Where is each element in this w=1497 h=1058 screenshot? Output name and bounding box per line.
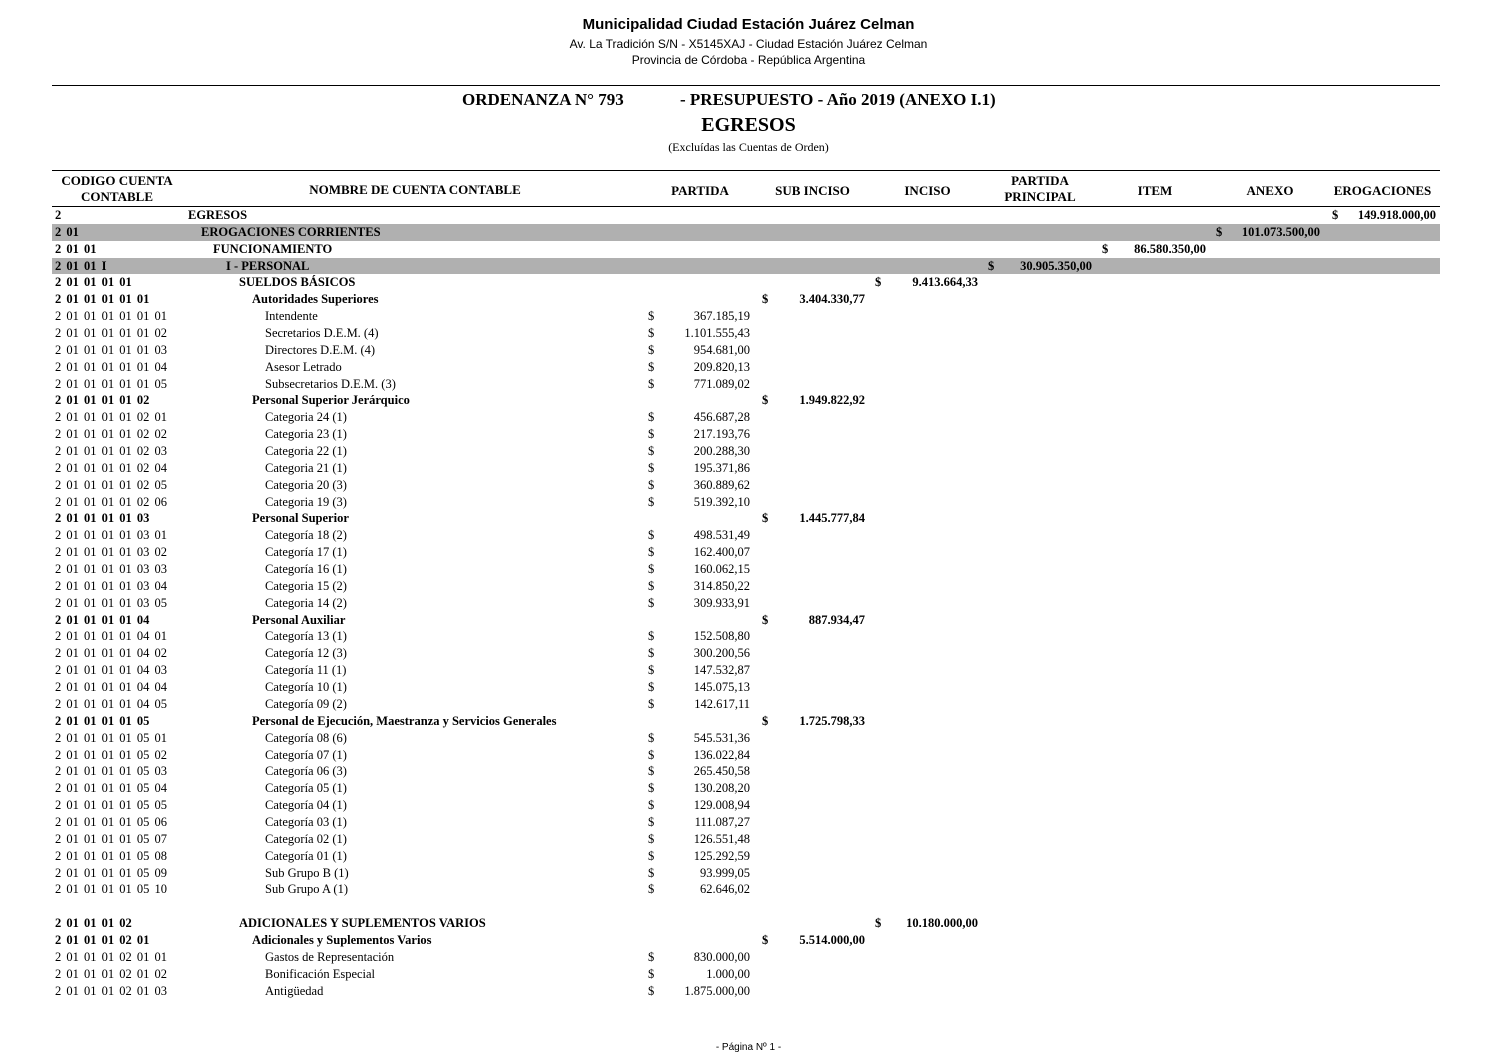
- table-row: [0, 359, 1497, 376]
- amount-partida: 1.101.555,43: [684, 326, 750, 341]
- account-code: 2 01 01 01 01 03 05: [55, 595, 167, 610]
- currency-symbol: $: [762, 933, 769, 948]
- account-code: 2 01 01 01 01 03 01: [55, 528, 167, 543]
- currency-symbol: $: [875, 916, 882, 931]
- account-name: Autoridades Superiores: [252, 292, 379, 307]
- account-name: Sub Grupo B (1): [265, 865, 349, 880]
- account-name: Categoría 03 (1): [265, 814, 347, 829]
- table-row: [52, 258, 1440, 275]
- table-row: [0, 814, 1497, 831]
- account-name: Gastos de Representación: [265, 949, 395, 964]
- table-row: [0, 831, 1497, 848]
- account-code: 2 01 01 01 01 05 03: [55, 764, 167, 779]
- currency-symbol: $: [648, 444, 655, 459]
- col-pp-line2: PRINCIPAL: [1004, 189, 1076, 204]
- account-name: Secretarios D.E.M. (4): [265, 326, 379, 341]
- amount-erogaciones: 149.918.000,00: [1357, 208, 1436, 222]
- table-row: [0, 679, 1497, 696]
- currency-symbol: $: [648, 562, 655, 577]
- account-code: 2 01 01 01 02 01 01: [55, 949, 167, 964]
- col-item: ITEM: [1137, 183, 1173, 198]
- account-code: 2 01 01 01 01 05 06: [55, 814, 167, 829]
- amount-partida: 519.392,10: [693, 494, 750, 509]
- amount-partida: 160.062,15: [693, 562, 750, 577]
- account-name: EROGACIONES CORRIENTES: [201, 224, 381, 239]
- currency-symbol: $: [988, 258, 995, 273]
- account-code: 2 01 01 01 01 02 05: [55, 477, 167, 492]
- currency-symbol: $: [648, 376, 655, 391]
- table-row: [0, 983, 1497, 1000]
- currency-symbol: $: [648, 848, 655, 863]
- account-code: 2 01 01: [55, 241, 97, 256]
- account-name: Categoría 17 (1): [265, 545, 347, 560]
- account-code: 2 01 01 01 01 04 01: [55, 629, 167, 644]
- amount-partida: 771.089,02: [693, 376, 750, 391]
- amount-partida: 136.022,84: [693, 747, 750, 762]
- amount-partida: 498.531,49: [693, 528, 750, 543]
- amount-partida: 309.933,91: [693, 595, 750, 610]
- account-name: Categoria 14 (2): [265, 595, 347, 610]
- table-row: [0, 426, 1497, 443]
- account-code: 2 01 01 01 01 04 04: [55, 680, 167, 695]
- account-name: Antigüedad: [265, 983, 324, 998]
- account-name: Categoria 24 (1): [265, 410, 347, 425]
- account-name: Categoría 02 (1): [265, 831, 347, 846]
- currency-symbol: $: [648, 730, 655, 745]
- account-code: 2 01 01 01 01 02: [55, 393, 150, 408]
- amount-partida: 200.288,30: [693, 444, 750, 459]
- account-name: EGRESOS: [188, 208, 248, 222]
- account-code: 2 01 01 01 02 01 02: [55, 966, 167, 981]
- amount-partida: 125.292,59: [693, 848, 750, 863]
- table-row: [0, 342, 1497, 359]
- account-name: Personal de Ejecución, Maestranza y Servicios Generales: [252, 713, 557, 728]
- account-name: Adicionales y Suplementos Varios: [252, 933, 432, 948]
- account-table: [0, 207, 1497, 1000]
- table-row: [0, 848, 1497, 865]
- currency-symbol: $: [648, 342, 655, 357]
- account-name: Subsecretarios D.E.M. (3): [265, 376, 396, 391]
- table-row: [0, 561, 1497, 578]
- amount-partida: 314.850,22: [693, 578, 750, 593]
- table-row: [52, 224, 1440, 241]
- currency-symbol: $: [648, 949, 655, 964]
- account-name: ADICIONALES Y SUPLEMENTOS VARIOS: [239, 916, 486, 931]
- table-row: [0, 510, 1497, 527]
- currency-symbol: $: [762, 511, 769, 526]
- currency-symbol: $: [648, 477, 655, 492]
- table-row: [0, 477, 1497, 494]
- account-code: 2 01 01 01 01 03 02: [55, 545, 167, 560]
- col-code-line2: CONTABLE: [81, 189, 153, 204]
- currency-symbol: $: [648, 427, 655, 442]
- currency-symbol: $: [648, 747, 655, 762]
- account-name: Categoria 21 (1): [265, 460, 347, 475]
- col-code: [52, 173, 182, 205]
- amount-inciso: 9.413.664,33: [912, 275, 978, 290]
- amount-partida: 830.000,00: [693, 949, 750, 964]
- account-name: Categoría 16 (1): [265, 562, 347, 577]
- currency-symbol: $: [648, 882, 655, 897]
- currency-symbol: $: [648, 578, 655, 593]
- table-row: [0, 645, 1497, 662]
- account-name: Categoría 07 (1): [265, 747, 347, 762]
- municipality-name: Municipalidad Ciudad Estación Juárez Celman: [582, 16, 915, 33]
- account-name: Categoría 18 (2): [265, 528, 347, 543]
- currency-symbol: $: [648, 831, 655, 846]
- account-name: FUNCIONAMIENTO: [213, 241, 333, 256]
- currency-symbol: $: [648, 983, 655, 998]
- amount-partida: 265.450,58: [693, 764, 750, 779]
- currency-symbol: $: [648, 646, 655, 661]
- account-code: 2 01 01 01 01 01 02: [55, 326, 167, 341]
- account-name: Categoría 09 (2): [265, 696, 347, 711]
- amount-partida: 126.551,48: [693, 831, 750, 846]
- amount-anexo: 101.073.500,00: [1241, 224, 1320, 239]
- account-name: Categoria 19 (3): [265, 494, 347, 509]
- account-name: SUELDOS BÁSICOS: [239, 275, 356, 290]
- table-row: [0, 376, 1497, 393]
- amount-pp: 30.905.350,00: [1020, 258, 1092, 273]
- account-code: 2 01 01 01 01 05 04: [55, 781, 167, 796]
- account-name: Categoría 11 (1): [265, 663, 347, 678]
- amount-partida: 360.889,62: [693, 477, 750, 492]
- amount-sub: 1.725.798,33: [799, 713, 865, 728]
- account-code: 2 01 01 01 01 04: [55, 612, 150, 627]
- table-row: [0, 544, 1497, 561]
- municipality-province: Provincia de Córdoba - República Argentina: [631, 53, 866, 67]
- amount-partida: 111.087,27: [694, 814, 750, 829]
- col-pp-line1: PARTIDA: [1011, 173, 1069, 188]
- currency-symbol: $: [648, 309, 655, 324]
- currency-symbol: $: [875, 275, 882, 290]
- col-partida-principal: [990, 173, 1090, 205]
- amount-partida: 195.371,86: [693, 460, 750, 475]
- account-name: Categoría 13 (1): [265, 629, 347, 644]
- account-code: 2 01 01 01 01 05 09: [55, 865, 167, 880]
- currency-symbol: $: [648, 528, 655, 543]
- table-row: [0, 241, 1497, 258]
- account-code: 2 01 01 01 01 03 03: [55, 562, 167, 577]
- col-erogaciones: EROGACIONES: [1333, 183, 1432, 198]
- table-row: [0, 443, 1497, 460]
- account-name: Categoría 08 (6): [265, 730, 347, 745]
- account-code: 2 01 01 01 01 02 04: [55, 460, 167, 475]
- account-code: 2 01 01 01 02 01 03: [55, 983, 167, 998]
- col-code-line1: CODIGO CUENTA: [61, 173, 173, 188]
- account-name: Categoria 20 (3): [265, 477, 347, 492]
- account-name: Personal Superior Jerárquico: [252, 393, 410, 408]
- table-row: [0, 494, 1497, 511]
- table-spacer: [0, 898, 1497, 915]
- table-row: [0, 713, 1497, 730]
- account-code: 2 01 01 01 01 02 01: [55, 410, 167, 425]
- table-row: [0, 527, 1497, 544]
- amount-partida: 456.687,28: [693, 410, 750, 425]
- account-code: 2 01 01 01 01 03: [55, 511, 150, 526]
- account-code: 2 01 01 01 01 02 03: [55, 444, 167, 459]
- amount-partida: 545.531,36: [693, 730, 750, 745]
- account-code: 2 01 01 01 01: [55, 275, 132, 290]
- currency-symbol: $: [648, 326, 655, 341]
- amount-partida: 1.000,00: [706, 966, 750, 981]
- amount-partida: 130.208,20: [693, 781, 750, 796]
- account-name: Sub Grupo A (1): [265, 882, 348, 897]
- amount-partida: 93.999,05: [700, 865, 750, 880]
- amount-sub: 887.934,47: [808, 612, 865, 627]
- account-code: 2 01 01 01 01 02 06: [55, 494, 167, 509]
- ordinance-number: ORDENANZA N° 793: [462, 90, 624, 109]
- currency-symbol: $: [648, 865, 655, 880]
- table-row: [0, 409, 1497, 426]
- account-code: 2 01 01 01 01 04 05: [55, 696, 167, 711]
- account-name: Categoría 01 (1): [265, 848, 347, 863]
- currency-symbol: $: [1332, 208, 1339, 222]
- table-header: [0, 172, 1497, 208]
- account-name: Categoría 12 (3): [265, 646, 347, 661]
- table-row: [0, 747, 1497, 764]
- account-code: 2 01 01 01 01 01 04: [55, 359, 167, 374]
- amount-sub: 1.949.822,92: [799, 393, 865, 408]
- currency-symbol: $: [648, 359, 655, 374]
- account-code: 2 01 01 01 01 05: [55, 713, 150, 728]
- amount-partida: 300.200,56: [693, 646, 750, 661]
- account-code: 2 01 01 01 01 05 01: [55, 730, 167, 745]
- table-row: [0, 881, 1497, 898]
- amount-partida: 217.193,76: [693, 427, 750, 442]
- currency-symbol: $: [648, 764, 655, 779]
- table-row: [0, 578, 1497, 595]
- account-name: Personal Superior: [252, 511, 349, 526]
- amount-item: 86.580.350,00: [1134, 241, 1206, 256]
- account-code: 2 01 01 01 01 01 03: [55, 342, 167, 357]
- currency-symbol: $: [762, 713, 769, 728]
- amount-partida: 145.075,13: [693, 680, 750, 695]
- account-name: Directores D.E.M. (4): [265, 342, 376, 357]
- amount-partida: 152.508,80: [693, 629, 750, 644]
- currency-symbol: $: [648, 781, 655, 796]
- amount-partida: 62.646,02: [700, 882, 750, 897]
- currency-symbol: $: [648, 410, 655, 425]
- table-row: [0, 780, 1497, 797]
- account-code: 2 01 01 01 02 01: [55, 933, 150, 948]
- account-name: I - PERSONAL: [226, 258, 310, 273]
- currency-symbol: $: [648, 460, 655, 475]
- col-partida: PARTIDA: [671, 183, 729, 198]
- amount-inciso: 10.180.000,00: [906, 916, 978, 931]
- table-row: [0, 696, 1497, 713]
- account-name: Categoría 10 (1): [265, 680, 347, 695]
- municipality-address: Av. La Tradición S/N - X5145XAJ - Ciudad Estación Juárez Celman: [569, 37, 928, 51]
- table-row: [0, 730, 1497, 747]
- amount-partida: 142.617,11: [694, 696, 750, 711]
- budget-title: - PRESUPUESTO - Año 2019 (ANEXO I.1): [680, 90, 996, 109]
- amount-sub: 1.445.777,84: [799, 511, 865, 526]
- account-code: 2 01 01 01 01 04 02: [55, 646, 167, 661]
- account-name: Categoria 23 (1): [265, 427, 347, 442]
- col-name: NOMBRE DE CUENTA CONTABLE: [309, 182, 521, 197]
- table-row: [0, 932, 1497, 949]
- currency-symbol: $: [648, 680, 655, 695]
- col-sub-inciso: SUB INCISO: [775, 183, 850, 198]
- account-code: 2 01 01 01 01 05 02: [55, 747, 167, 762]
- currency-symbol: $: [648, 696, 655, 711]
- amount-partida: 162.400,07: [693, 545, 750, 560]
- account-code: 2 01 01 01 01 02 02: [55, 427, 167, 442]
- currency-symbol: $: [648, 545, 655, 560]
- table-row: [0, 595, 1497, 612]
- amount-sub: 5.514.000,00: [799, 933, 865, 948]
- currency-symbol: $: [648, 798, 655, 813]
- currency-symbol: $: [762, 612, 769, 627]
- account-code: 2 01: [55, 224, 79, 239]
- table-row: [0, 207, 1497, 224]
- account-name: Categoría 05 (1): [265, 781, 347, 796]
- account-code: 2 01 01 01 02: [55, 916, 132, 931]
- page-subtitle: (Excluídas las Cuentas de Orden): [668, 140, 829, 154]
- table-row: [0, 628, 1497, 645]
- amount-partida: 147.532,87: [693, 663, 750, 678]
- account-code: 2 01 01 01 01 01 05: [55, 376, 167, 391]
- account-code: 2 01 01 01 01 05 07: [55, 831, 167, 846]
- currency-symbol: $: [648, 629, 655, 644]
- account-name: Intendente: [265, 309, 318, 324]
- amount-partida: 1.875.000,00: [684, 983, 750, 998]
- table-row: [0, 949, 1497, 966]
- table-row: [0, 392, 1497, 409]
- account-name: Categoría 06 (3): [265, 764, 347, 779]
- amount-partida: 367.185,19: [693, 309, 750, 324]
- account-code: 2 01 01 01 01 05 10: [55, 882, 167, 897]
- account-code: 2 01 01 01 01 04 03: [55, 663, 167, 678]
- account-code: 2 01 01 01 01 05 08: [55, 848, 167, 863]
- account-name: Asesor Letrado: [265, 359, 342, 374]
- account-code: 2 01 01 01 01 05 05: [55, 798, 167, 813]
- currency-symbol: $: [648, 663, 655, 678]
- account-name: Personal Auxiliar: [252, 612, 346, 627]
- table-row: [0, 865, 1497, 882]
- table-row: [0, 308, 1497, 325]
- account-name: Categoria 15 (2): [265, 578, 347, 593]
- table-row: [0, 763, 1497, 780]
- account-code: 2 01 01 01 01 01: [55, 292, 150, 307]
- table-row: [0, 966, 1497, 983]
- table-row: [0, 274, 1497, 291]
- currency-symbol: $: [648, 814, 655, 829]
- currency-symbol: $: [762, 393, 769, 408]
- page-title: EGRESOS: [701, 114, 796, 136]
- currency-symbol: $: [648, 494, 655, 509]
- account-code: 2 01 01 I: [55, 258, 107, 273]
- table-row: [0, 291, 1497, 308]
- page-number: - Página Nº 1 -: [715, 1042, 782, 1053]
- table-row: [0, 797, 1497, 814]
- account-name: Bonificación Especial: [265, 966, 376, 981]
- table-top-rule: [52, 170, 1440, 171]
- header-divider: [52, 85, 1440, 86]
- account-name: Categoria 22 (1): [265, 444, 347, 459]
- table-row: [0, 915, 1497, 932]
- table-row: [0, 460, 1497, 477]
- table-row: [0, 662, 1497, 679]
- amount-partida: 954.681,00: [693, 342, 750, 357]
- currency-symbol: $: [648, 966, 655, 981]
- account-code: 2 01 01 01 01 01 01: [55, 309, 167, 324]
- account-code: 2 01 01 01 01 03 04: [55, 578, 167, 593]
- col-anexo: ANEXO: [1246, 183, 1294, 198]
- table-row: [0, 325, 1497, 342]
- col-inciso: INCISO: [904, 183, 951, 198]
- amount-partida: 129.008,94: [693, 798, 750, 813]
- account-name: Categoría 04 (1): [265, 798, 347, 813]
- currency-symbol: $: [762, 292, 769, 307]
- currency-symbol: $: [648, 595, 655, 610]
- amount-sub: 3.404.330,77: [799, 292, 865, 307]
- currency-symbol: $: [1102, 241, 1109, 256]
- amount-partida: 209.820,13: [693, 359, 750, 374]
- currency-symbol: $: [1216, 224, 1223, 239]
- table-row: [0, 612, 1497, 629]
- account-code: 2: [55, 208, 62, 222]
